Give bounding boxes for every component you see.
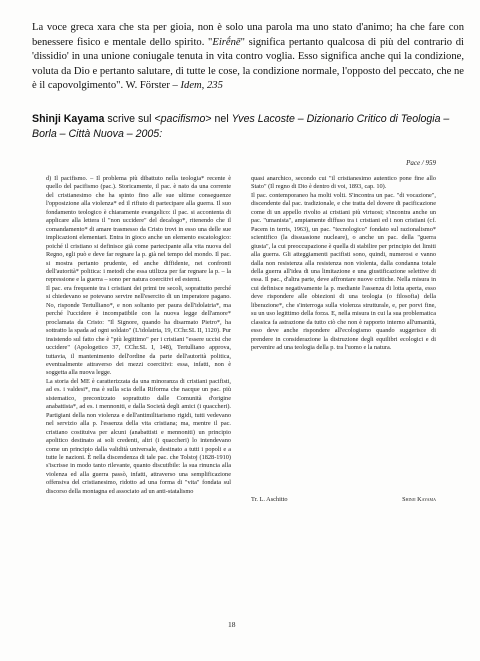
right-paragraph: quasi anarchico, secondo cui "il cristianesimo autentico pone fine allo Stato" (Il regno di Dio è dentro di voi, 1893, cap. 10). — [251, 175, 436, 191]
intro-citation: Idem, 235 — [180, 80, 223, 92]
heading-source: Yves Lacoste – Dizionario Critico di Teologia – Borla – Città Nuova – 2005: — [32, 113, 450, 140]
left-paragraph: d) Il pacifismo. – Il problema più dibattuto nella teologia* recente è quello del pacifismo (pac.). Storicamente, il pac. è nato da una corrente del cristianesimo che ha spinto fino alle sue ultime conseguenze l'opposizione alla violenza* ed il rifiuto di partecipare alla guerra. Il suo fondamento teologico è chiaramente evangelico: il pac. si accontenta di applicare alla lettera il "non uccidere" del decalogo*, ritenendo che il comandamento* di amare trasmesso da Cristo trovi in esso una delle sue implicazioni elementari. Entra in gioco anche un elemento escatologico: poiché il cristiano si definisce già come partecipante alla vita nuova del Regno, egli può e deve far regnare la p. già nel tempo del mondo. Il pac. si mostra pertanto prudente, ed anche diffidente, nei confronti dell'autorità* politica: i metodi che essa utilizza per far regnare la p. – la repressione e la guerra – sono per natura coercitivi ed esterni. — [46, 175, 231, 284]
folio-header: Pace / 959 — [406, 159, 436, 167]
left-column — [46, 175, 231, 496]
heading-term: pacifismo — [160, 113, 206, 125]
translator-credit: Tr. L. Aschitto — [251, 496, 288, 503]
scanned-dictionary-page — [40, 159, 442, 619]
heading-author: Shinji Kayama — [32, 113, 105, 125]
source-heading — [32, 112, 464, 142]
page-number: 18 — [228, 620, 236, 629]
right-paragraph: Il pac. contemporaneo ha molti volti. S'incontra un pac. "di vocazione", discendente dal pac. tradizionale, e che tratta del dovere di pacificazione come di un appello rivolto ai cristiani più virtuosi; s'incontra anche un pac. "umanista", ampiamente diffuso tra i cristiani ed i non cristiani (cf. Pacem in terris, 1963), un pac. "tecnologico" fondato sul razionalismo* scientifico (la dissuasione nucleare), o anche un pac. della "guerra giusta", la cui preoccupazione è quella di stabilire per principio dei limiti alla guerra. Gli atteggiamenti pacifisti sono, quindi, numerosi e vanno dalla non resistenza alla resistenza non violenta, dalla condanna totale della guerra all'idea di una limitazione e una giustificazione selettive di essa. Il pac., d'altra parte, deve affrontare nuove critiche. Nella misura in cui definisce negativamente la p. mediante l'assenza di lotta aperta, esso deve rispondere alle obiezioni di una teologia (o filosofia) della liberazione*, che s'interroga sulla violenza strutturale, e, per porvi fine, su un uso legittimo della forza. E, nella misura in cui la sua problematica classica fa astrazione da tutto ciò che non è rapporto interno all'umanità, esso deve anche rispondere all'ecologismo quando suggerisce di prendere in considerazione la distruzione degli equilibri ecologici e di pervenire ad una teologia della p. tra l'uomo e la natura. — [251, 191, 436, 352]
intro-paragraph — [32, 21, 464, 94]
author-signature: Shinji Kayama — [402, 496, 436, 503]
left-paragraph: Il pac. era frequente tra i cristiani dei primi tre secoli, soprattutto perché si chiedevano se potevano servire nell'esercito di un imperatore pagano. No, risponde Tertulliano*, e non soltanto per paura dell'idolatria*, ma perché l'uccidere è incompatibile con la nuova legge dell'amore* proclamata da Cristo: "Il Signore, quando ha disarmato Pietro*, ha sottratto la spada ad ogni soldato" (L'idolatria, 19, CChr.SL II, 1120). Pur insistendo sul fatto che è "più legittimo" per i cristiani "essere uccisi che uccidere" (Apologetico 37, CChr.SL I, 148), Tertulliano approva, tuttavia, il mantenimento dell'ordine da parte dell'autorità politica, eventualmente attraverso dei mezzi coercitivi: essa, infatti, non è soggetta alla nuova legge. — [46, 284, 231, 377]
heading-text: scrive sul < — [104, 113, 161, 125]
greek-word: Eirḗnē — [212, 36, 241, 48]
heading-text-2: > nel — [205, 113, 232, 125]
intro-text-part2: " significa pertanto qualcosa di più del contrario di 'dissidio' in una unione coniugale tenuta in vita contro voglia. Esso significa anche qui la condizione, voluta da Dio e pertanto salutare, di tutte le cose, la condizione normale, l'opposto del peccato, che ne è il capovolgimento". W. Förster – — [32, 36, 464, 92]
left-paragraph: La storia del ME è caratterizzata da una minoranza di cristiani pacifisti, ad es. i valdesi*, ma è sulla scia della Riforma che nacque un pac. più sistematico, preconizzato soprattutto dalle Comunità d'origine anabattista*, ad es. i mennoniti, e dalla Società degli amici (i quaccheri). Partigiani della non violenza e dell'antimilitarismo rigidi, tutti vedevano nel servizio alla p. l'essenza della vita cristiana; ma, mentre il pac. cristiano costituiva per alcuni (anabattisti e mennoniti) un principio apolitico destinato ai soli credenti, altri (i quaccheri) lo intendevano come un principio dalla validità universale, destinato a tutti i popoli e a tutte le nazioni. È nella discendenza di tale pac. che Tolstoj (1828-1910) s'iscrisse in modo tanto rilevante, quanto discutibile: la sua rinuncia alla violenza ed alla guerra passò, infatti, attraverso una semplificazione offensiva del cristianesimo, ridotto ad una forma di "vita" fondata sul discorso della montagna ed associato ad un anti-statalismo — [46, 377, 231, 495]
signature-line — [251, 496, 436, 503]
right-column — [251, 175, 436, 353]
intro-text — [32, 21, 464, 94]
intro-text-part1: La voce greca xara che sta per gioia, non è solo una parola ma uno stato d'animo; ha che fare con benessere fisico e mentale dello spirito. " — [32, 22, 464, 48]
